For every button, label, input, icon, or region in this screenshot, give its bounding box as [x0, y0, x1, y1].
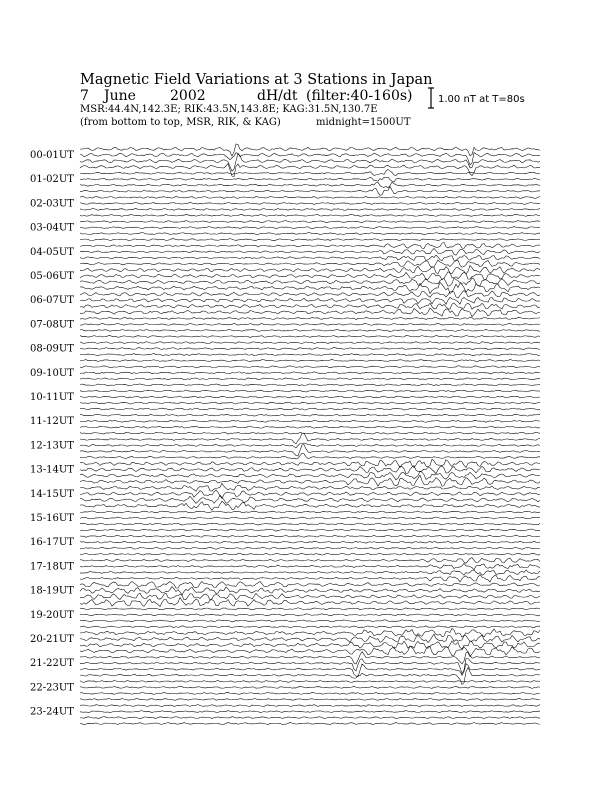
scale-bar [428, 88, 434, 108]
trace-line [80, 475, 540, 486]
trace-line [80, 233, 540, 235]
trace-line [80, 202, 540, 204]
hour-label: 22-23UT [30, 682, 74, 694]
trace-line [80, 658, 540, 673]
trace-line [80, 290, 540, 298]
trace-line [80, 182, 540, 188]
trace-line [80, 242, 540, 248]
scale-label: 1.00 nT at T=80s [438, 94, 525, 105]
trace-line [80, 323, 540, 325]
hour-label: 10-11UT [30, 392, 74, 403]
trace-line [80, 511, 540, 513]
trace-line [80, 420, 540, 422]
trace-line [80, 402, 540, 404]
trace-line [80, 495, 540, 503]
trace-line [80, 335, 540, 337]
trace-line [80, 354, 540, 356]
trace-line [80, 396, 540, 398]
trace-line [80, 164, 540, 177]
trace-line [80, 384, 540, 386]
trace-line [80, 641, 540, 649]
trace-line [80, 266, 540, 274]
hour-label: 23-24UT [30, 706, 74, 718]
hour-label: 07-08UT [30, 319, 74, 331]
trace-lines [80, 144, 540, 725]
trace-line [80, 501, 540, 510]
trace-line [80, 490, 540, 498]
trace-line [80, 558, 540, 564]
hour-labels [30, 150, 74, 718]
trace-line [80, 359, 540, 361]
trace-line [80, 342, 540, 344]
trace-line [80, 716, 540, 718]
trace-line [80, 620, 540, 622]
trace-line [80, 517, 540, 519]
trace-line [80, 722, 540, 724]
date-year: 2002 [170, 88, 206, 104]
trace-line [80, 378, 540, 380]
trace-line [80, 453, 540, 459]
trace-line [80, 408, 540, 410]
trace-line [80, 390, 540, 392]
trace-line [80, 523, 540, 525]
trace-line [80, 303, 540, 309]
trace-line [80, 329, 540, 331]
trace-line [80, 227, 540, 229]
trace-line [80, 581, 540, 588]
hour-label: 14-15UT [30, 488, 74, 500]
trace-line [80, 626, 540, 628]
chart-title: Magnetic Field Variations at 3 Stations in Japan [80, 72, 433, 88]
trace-line [80, 239, 540, 241]
trace-line [80, 705, 540, 707]
trace-line [80, 541, 540, 543]
hour-label: 17-18UT [30, 561, 74, 573]
trace-line [80, 547, 540, 549]
trace-line [80, 272, 540, 280]
trace-line [80, 433, 540, 444]
trace-line [80, 153, 540, 165]
trace-line [80, 587, 540, 595]
trace-line [80, 414, 540, 416]
trace-line [80, 529, 540, 531]
hour-label: 19-20UT [30, 609, 74, 621]
trace-line [80, 297, 540, 304]
trace-line [80, 563, 540, 569]
hour-label: 01-02UT [30, 174, 74, 186]
trace-line [80, 348, 540, 350]
trace-line [80, 553, 540, 555]
quantity-label: dH/dt [257, 88, 298, 104]
trace-line [80, 692, 540, 694]
trace-line [80, 698, 540, 700]
hour-label: 02-03UT [30, 198, 74, 210]
hour-label: 03-04UT [30, 222, 74, 234]
trace-line [80, 248, 540, 255]
trace-line [80, 432, 540, 434]
trace-line [80, 471, 540, 480]
midnight-note: midnight=1500UT [316, 117, 411, 128]
hour-label: 04-05UT [30, 246, 74, 258]
hour-label: 11-12UT [30, 416, 74, 428]
hour-label: 15-16UT [30, 513, 74, 524]
trace-line [80, 443, 540, 448]
trace-line [80, 214, 540, 216]
hour-label: 06-07UT [30, 295, 74, 307]
trace-line [80, 680, 540, 682]
trace-line [80, 445, 540, 456]
trace-line [80, 570, 540, 575]
trace-line [80, 177, 540, 182]
hour-label: 12-13UT [30, 440, 74, 452]
date-month: June [104, 88, 136, 104]
station-order-note: (from bottom to top, MSR, RIK, & KAG) [80, 117, 281, 128]
filter-label: (filter:40-160s) [306, 88, 413, 104]
trace-line [80, 282, 540, 293]
trace-line [80, 208, 540, 210]
trace-line [80, 597, 540, 606]
trace-line [80, 483, 540, 491]
trace-line [80, 652, 540, 664]
station-coordinates: MSR:44.4N,142.3E; RIK:43.5N,143.8E; KAG:31.5N,130.7E [80, 104, 378, 115]
hour-label: 21-22UT [30, 658, 74, 670]
trace-line [80, 628, 540, 637]
trace-line [80, 196, 540, 198]
hour-label: 18-19UT [30, 585, 74, 597]
trace-line [80, 221, 540, 223]
trace-line [80, 426, 540, 428]
hour-label: 08-09UT [30, 343, 74, 355]
hour-label: 00-01UT [30, 150, 74, 161]
trace-line [80, 459, 540, 467]
trace-line [80, 535, 540, 537]
trace-line [80, 366, 540, 368]
trace-line [80, 575, 540, 582]
trace-line [80, 186, 540, 195]
trace-line [80, 608, 540, 610]
trace-line [80, 711, 540, 713]
trace-line [80, 686, 540, 688]
trace-line [80, 308, 540, 317]
trace-line [80, 255, 540, 261]
hour-label: 16-17UT [30, 537, 74, 549]
hour-label: 09-10UT [30, 367, 74, 379]
trace-line [80, 614, 540, 616]
trace-line [80, 317, 540, 319]
date-day: 7 [80, 88, 89, 104]
trace-line [80, 372, 540, 374]
trace-line [80, 466, 540, 474]
trace-line [80, 646, 540, 657]
trace-line [80, 278, 540, 286]
hour-label: 05-06UT [30, 271, 74, 282]
hour-label: 13-14UT [30, 464, 74, 476]
trace-line [80, 593, 540, 600]
hour-label: 20-21UT [30, 634, 74, 645]
